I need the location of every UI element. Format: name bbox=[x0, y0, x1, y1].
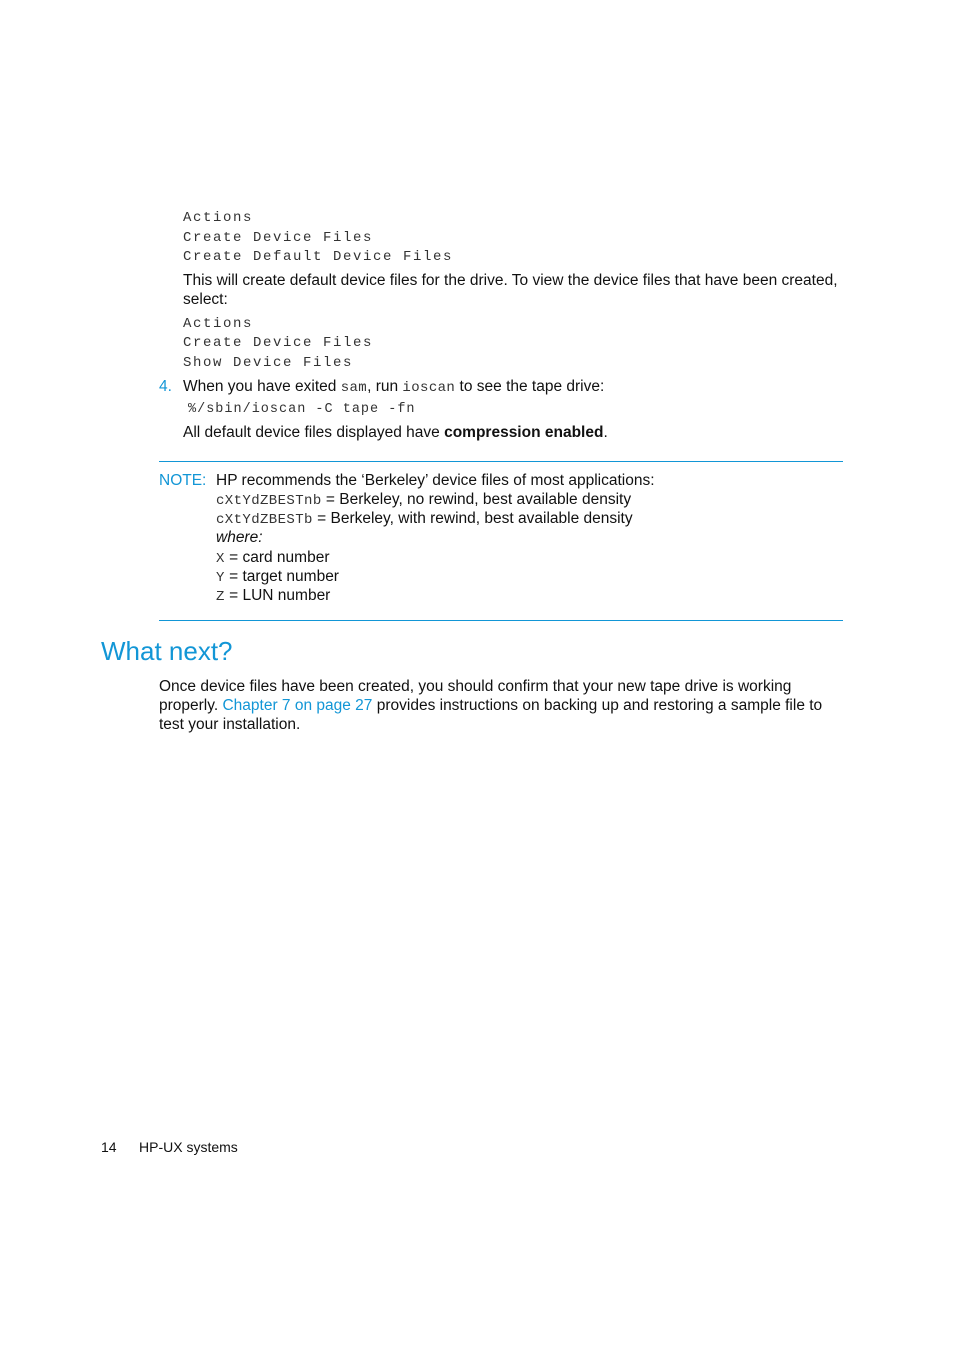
code-sam: sam bbox=[340, 380, 368, 396]
code-z: Z bbox=[216, 589, 225, 605]
section-heading: What next? bbox=[101, 636, 233, 666]
defaults-text-before: All default device files displayed have bbox=[183, 424, 445, 441]
note-label: NOTE: bbox=[159, 472, 207, 489]
note-var-y bbox=[216, 567, 339, 588]
chapter-7-link[interactable]: Chapter 7 on page 27 bbox=[222, 697, 373, 714]
menu-path-create-device-files: Create Device Files bbox=[183, 230, 374, 246]
section-text-line2 bbox=[159, 696, 822, 715]
note-item-b bbox=[216, 509, 633, 530]
defaults-text-after: . bbox=[603, 424, 608, 441]
note-var-x-text: = card number bbox=[224, 549, 330, 566]
note-var-z-text: = LUN number bbox=[224, 587, 331, 604]
note-where: where: bbox=[216, 529, 263, 546]
note-var-y-text: = target number bbox=[224, 568, 339, 585]
create-default-text-line2: select: bbox=[183, 291, 228, 308]
code-cxtydzbestb: cXtYdZBESTb bbox=[216, 512, 313, 528]
step-4-text-before: When you have exited bbox=[183, 378, 341, 395]
code-x: X bbox=[216, 551, 225, 567]
menu-path-show-device-files: Show Device Files bbox=[183, 355, 354, 371]
note-var-z bbox=[216, 586, 330, 607]
menu-path-create-default-device-files: Create Default Device Files bbox=[183, 249, 454, 265]
code-y: Y bbox=[216, 570, 225, 586]
defaults-text bbox=[183, 423, 608, 442]
compression-enabled: compression enabled bbox=[444, 424, 604, 441]
step-4-text-after: to see the tape drive: bbox=[455, 378, 605, 395]
note-top-rule bbox=[159, 461, 843, 462]
section-text-line2-after: provides instructions on backing up and restoring a sample file to bbox=[372, 697, 823, 714]
page-number: 14 bbox=[101, 1139, 117, 1155]
footer-section-name: HP-UX systems bbox=[139, 1139, 238, 1155]
note-bottom-rule bbox=[159, 620, 843, 621]
section-text-line2-before: properly. bbox=[159, 697, 223, 714]
section-text-line3: test your installation. bbox=[159, 716, 301, 733]
create-default-text-line1: This will create default device files for the drive. To view the device files that have been created, bbox=[183, 272, 838, 289]
code-ioscan: ioscan bbox=[402, 380, 456, 396]
note-item-nb-text: = Berkeley, no rewind, best available density bbox=[321, 491, 632, 508]
note-item-b-text: = Berkeley, with rewind, best available density bbox=[312, 510, 633, 527]
code-cxtydzbestnb: cXtYdZBESTnb bbox=[216, 493, 322, 509]
note-intro: HP recommends the ‘Berkeley’ device files of most applications: bbox=[216, 472, 655, 489]
step-4-text-mid: , run bbox=[367, 378, 403, 395]
ioscan-command: %/sbin/ioscan -C tape -fn bbox=[188, 402, 416, 417]
menu-path-create-device-files-2: Create Device Files bbox=[183, 335, 374, 351]
step-4-text bbox=[183, 377, 604, 398]
section-text-line1: Once device files have been created, you should confirm that your new tape drive is working bbox=[159, 678, 792, 695]
note-item-nb bbox=[216, 490, 631, 511]
menu-path-actions-2: Actions bbox=[183, 316, 254, 332]
note-var-x bbox=[216, 548, 330, 569]
menu-path-actions: Actions bbox=[183, 210, 254, 226]
step-number: 4. bbox=[159, 378, 172, 395]
